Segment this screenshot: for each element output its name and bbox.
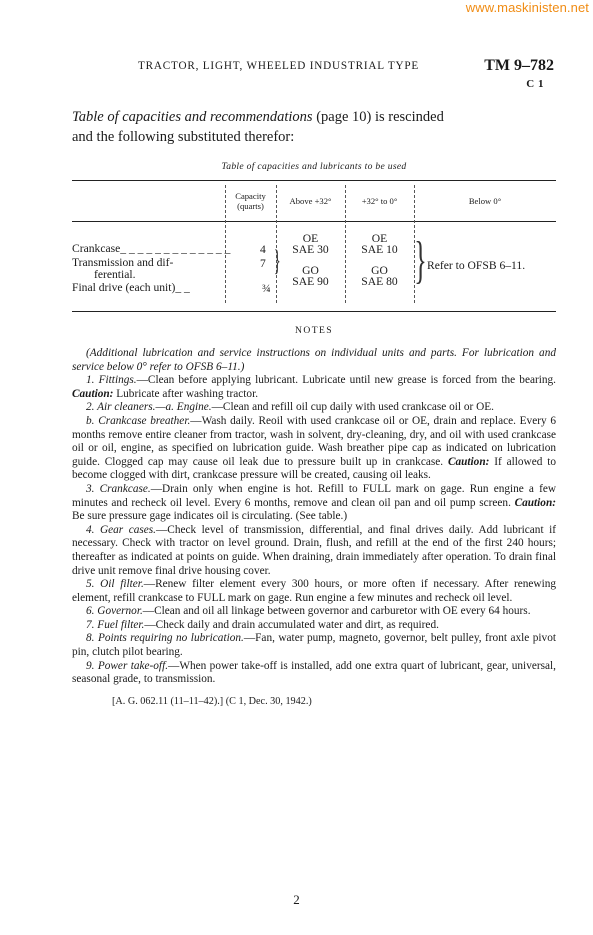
table-header-rule — [72, 221, 556, 222]
brace-right: } — [414, 232, 427, 289]
above32-sae90: SAE 90 — [292, 275, 329, 288]
note-3-tail: Be sure pressure gage indicates oil is circulating. (See table.) — [72, 510, 348, 523]
intro-paragraph — [72, 107, 556, 147]
note-4 — [72, 524, 556, 578]
note-3-text: —Drain only when engine is hot. Refill to FULL mark on gage. Run engine a few minutes and recheck oil level. Every 6 months, remove and clean oil pan and oil pump screen. — [72, 482, 557, 509]
above32-crankcase-oil — [276, 233, 345, 255]
note-7-title: 7. Fuel filter. — [86, 618, 145, 631]
note-2-title: 2. Air cleaners.—a. Engine. — [86, 401, 212, 414]
document-number: TM 9–782 — [484, 57, 554, 74]
notes-intro: (Additional lubrication and service instructions on individual units and parts. For lubrication and service below 0° refer to OFSB 6–11.) — [72, 347, 556, 373]
note-8 — [72, 632, 556, 659]
notes-heading: NOTES — [295, 325, 333, 336]
note-3-caution: Caution: — [514, 496, 556, 509]
above32-go: GO — [302, 264, 319, 277]
note-2b-caution: Caution: — [447, 455, 490, 468]
note-2b-text: —Wash daily. Reoil with used crankcase oil or OE, drain and replace. Every 6 months remove entire cleaner from tractor, wash in solvent, dry-cleaning, dry, and oil with used crankcase oil or oil, engine, as specified on lubrication guide. Wash breather pipe cap as indicated on lubrication guide. Clogged cap may cause oil leak due to pressure built up in crankcase. — [72, 414, 556, 468]
range-crankcase-oil — [345, 233, 414, 255]
header-above-32: Above +32° — [289, 196, 332, 206]
header-32-to-0: +32° to 0° — [361, 196, 398, 206]
note-6-text: —Clean and oil all linkage between governor and carburetor with OE every 64 hours. — [142, 605, 531, 618]
note-1 — [72, 374, 556, 401]
notes-body — [72, 347, 556, 708]
note-1-caution: Caution: — [72, 387, 114, 400]
capacity-transmission: 7 — [260, 257, 266, 270]
note-2b — [72, 415, 556, 483]
note-6 — [72, 605, 556, 619]
note-9-title: 9. Power take-off. — [86, 659, 169, 672]
note-5 — [72, 578, 556, 605]
capacity-final-drive: ¾ — [262, 282, 271, 295]
range-go: GO — [371, 264, 388, 277]
range-gear-oil — [345, 265, 414, 287]
row-label-final-drive: Final drive (each unit)_ _ — [72, 281, 190, 294]
intro-line2: and the following substituted therefor: — [72, 129, 295, 145]
note-1-tail: Lubricate after washing tractor. — [113, 387, 259, 400]
watermark: www.maskinisten.net — [465, 0, 589, 15]
note-7-text: —Check daily and drain accumulated water and dirt, as required. — [144, 618, 439, 631]
capacity-crankcase: 4 — [260, 243, 266, 256]
note-8-text: —Fan, water pump, magneto, governor, belt pulley, front axle pivot pin, clutch pilot bearing. — [72, 632, 556, 659]
brace-left: } — [273, 244, 281, 277]
page-number: 2 — [293, 892, 300, 907]
running-header — [138, 57, 554, 90]
note-5-text: —Renew filter element every 300 hours, or more often if necessary. After renewing element, refill crankcase to FULL mark on gage. Run engine a few minutes and recheck oil level. — [72, 578, 556, 604]
intro-rest-line1: (page 10) is rescinded — [312, 109, 444, 125]
change-number: C 1 — [526, 78, 544, 90]
header-capacity: Capacity (quarts) — [235, 191, 266, 211]
range-sae10: SAE 10 — [361, 243, 398, 256]
note-3-title: 3. Crankcase. — [86, 482, 151, 495]
above32-sae30: SAE 30 — [292, 243, 329, 256]
note-8-title: 8. Points requiring no lubrication. — [86, 632, 244, 645]
note-1-title: 1. Fittings. — [86, 374, 137, 387]
note-2b-title: b. Crankcase breather. — [86, 414, 191, 427]
above32-gear-oil — [276, 265, 345, 287]
table-caption: Table of capacities and lubricants to be used — [221, 161, 407, 172]
note-3 — [72, 483, 556, 524]
authority-reference: [A. G. 062.11 (11–11–42).] (C 1, Dec. 30, 1942.) — [112, 695, 312, 707]
note-9-text: —When power take-off is installed, add one extra quart of lubricant, gear, universal, seasonal grade, to transmission. — [72, 659, 556, 686]
row-label-differential: ferential. — [94, 268, 136, 281]
row-label-crankcase: Crankcase_ _ _ _ _ _ _ _ _ _ _ _ _ — [72, 242, 231, 255]
header-below-0: Below 0° — [468, 196, 502, 206]
above32-oe: OE — [302, 232, 319, 245]
note-2 — [72, 401, 556, 415]
range-oe: OE — [371, 232, 388, 245]
note-1-text: —Clean before applying lubricant. Lubricate until new grease is forced from the bearing. — [136, 374, 556, 387]
note-2b-tail: If allowed to become clogged with dirt, crankcase pressure will be created, causing oil leaks. — [72, 455, 556, 482]
note-2-text: —Clean and refill oil cup daily with used crankcase oil or OE. — [211, 401, 494, 414]
note-7 — [72, 619, 556, 633]
note-6-title: 6. Governor. — [86, 605, 143, 618]
below0-reference: Refer to OFSB 6–11. — [427, 259, 526, 272]
note-4-title: 4. Gear cases. — [86, 523, 156, 536]
note-4-text: —Check level of transmission, differential, and final drives daily. Add lubricant if necessary. Check with tractor on level ground. Drain, flush, and refill at the end of the first 240 hours; thereafter as indicated at points on guide. When draining, drain immediately after operation. To drain final drive unit remove final drive housing cover. — [72, 523, 556, 577]
intro-table-title: Table of capacities and recommendations — [72, 109, 313, 125]
note-9 — [72, 660, 556, 687]
row-label-transmission: Transmission and dif- — [72, 256, 174, 269]
capacity-table — [72, 180, 556, 312]
header-title: TRACTOR, LIGHT, WHEELED INDUSTRIAL TYPE — [138, 60, 420, 72]
range-sae80: SAE 80 — [361, 275, 398, 288]
note-5-title: 5. Oil filter. — [86, 578, 144, 591]
